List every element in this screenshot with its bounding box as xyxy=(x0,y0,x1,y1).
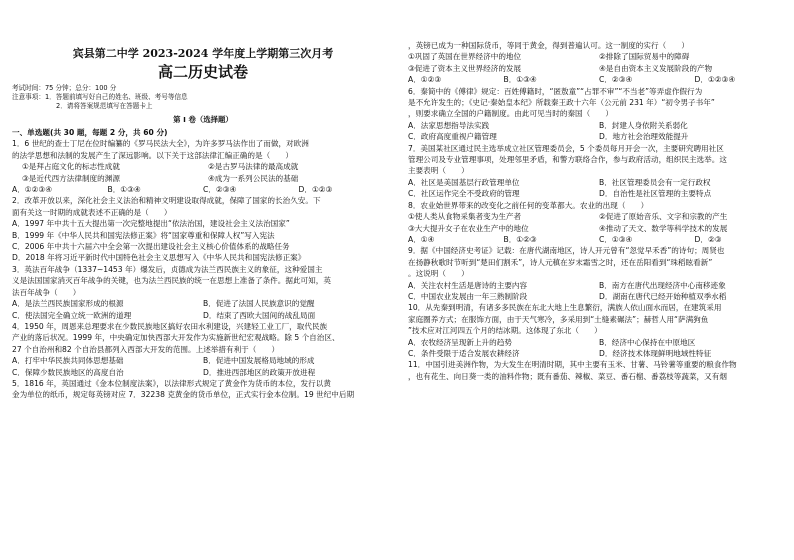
question-text: 6．秦简中的《傅律》规定：百姓傅籍时，“匿敖童”“占罪不审”“不当老”等弄虚作假行为 xyxy=(408,86,703,96)
question-4 xyxy=(12,321,394,378)
choice: A．①②③④ xyxy=(12,185,53,195)
statement: ②促进了原始音乐、文字和宗教的产生 xyxy=(599,212,728,222)
question-2 xyxy=(12,195,394,263)
question-text: 产业的落后状况。1999 年，中央确定加快西部大开发作为实施新世纪宏观战略。除 5 个自治区、 xyxy=(12,333,340,343)
choice: C．政府高度重视户籍管理 xyxy=(408,132,497,142)
question-11 xyxy=(408,359,790,382)
question-text: ”技术应对江河四五个月的结冰期。这体现了东北（ ） xyxy=(408,326,602,336)
choice: D．湖南在唐代已经开始种植双季水稻 xyxy=(599,291,727,301)
exam-title: 宾县第二中学 2023-2024 学年度上学期第三次月考 xyxy=(72,47,334,60)
choice: D．自治性是社区管理的主要特点 xyxy=(599,189,712,199)
statement: ③促进了资本主义世界经济的发展 xyxy=(408,63,522,73)
part-heading: 第 I 卷（选择题） xyxy=(173,115,233,124)
section-heading: 一、单选题(共 30 题，每题 2 分，共 60 分) xyxy=(12,128,168,137)
question-text: 是不允许发生的；《史记·秦始皇本纪》所载秦王政十六年（公元前 231 年）“初令男子书年” xyxy=(408,98,715,108)
choice: B．①②③ xyxy=(503,234,537,244)
choice: C．①③④ xyxy=(599,234,633,244)
question-text: 8．农业始世界带来的改变化之前任何的变革都大。农业的出现（ ） xyxy=(408,200,649,210)
choice: B．促进了法国人民族意识的觉醒 xyxy=(203,299,315,309)
statement: ②排除了国际贸易中的障碍 xyxy=(599,52,690,62)
question-text: 4．1950 年，周恩来总理要求在少数民族地区搞好农田水利建设，兴建轻工业工厂，取代民族 xyxy=(12,321,328,331)
choice: A．农牧经济呈现新上升的趋势 xyxy=(408,337,512,347)
right-column xyxy=(408,0,790,560)
choice: C．中国农业发展由一年三熟制阶段 xyxy=(408,291,528,301)
question-5-continued xyxy=(408,40,790,86)
choice: D．地方社会治理效能提升 xyxy=(599,132,689,142)
question-5 xyxy=(12,378,394,401)
choice: C．保障少数民族地区的高度自治 xyxy=(12,367,124,377)
exam-subject-title: 高二历史试卷 xyxy=(157,63,248,81)
question-text: 金为单位的纸币，规定每英镑对应 7．32238 克黄金的货币单位，正式实行金本位制。19 世纪中后期 xyxy=(12,390,355,400)
question-text: 。这说明（ ） xyxy=(408,269,469,279)
question-text: 9．据《中国经济史考证》记载：在唐代湖南地区，诗人开元曾有“忽觉早禾香”的诗句；周贤也 xyxy=(408,246,725,256)
choice: C．②③④ xyxy=(203,185,237,195)
choice: C．②③④ xyxy=(599,75,633,85)
question-6 xyxy=(408,86,790,143)
statement: ③是近代西方法律制度的渊源 xyxy=(22,173,120,183)
choice: A．1997 年中共十五大提出第一次完整地提出“依法治国，建设社会主义法治国家” xyxy=(12,219,290,229)
statement: ④成为一系列公民法的基础 xyxy=(208,173,299,183)
question-8 xyxy=(408,200,790,246)
exam-info: 考试时间：75 分钟；总分：100 分 xyxy=(12,84,117,92)
question-text: 10．从先秦到明清，有诸多多民族在东北大地上生息繁衍，满族人依山面水而居，在建筑采用 xyxy=(408,303,722,313)
choice: B．社区管理委员会有一定行政权 xyxy=(599,177,711,187)
question-text: 面有关这一时期的成就表述不正确的是（ ） xyxy=(12,207,172,217)
choice: B．①③④ xyxy=(503,75,537,85)
choice: A．社区是美国基层行政管理单位 xyxy=(408,177,520,187)
question-text: 的法学思想和法制的发展产生了深远影响。以下关于这部法律汇编正确的是（ ） xyxy=(12,150,293,160)
question-text: 5．1816 年，英国通过《金本位制度法案》，以法律形式规定了黄金作为货币的本位，发行以黄 xyxy=(12,378,331,388)
choice: C．条件受限于适合发展农耕经济 xyxy=(408,348,520,358)
choice: B．①③④ xyxy=(107,185,141,195)
question-text: ，则要求确立全国的户籍制度。由此可见当时的秦国（ ） xyxy=(408,109,614,119)
choice: A．①④ xyxy=(408,234,435,244)
choice: C．社区运作完全不受政府的管理 xyxy=(408,189,520,199)
notice-line-2: 2．请将答案规范填写在答题卡上 xyxy=(56,102,153,110)
choice: A．关注农村生活是唐诗的主要内容 xyxy=(408,280,528,290)
statement: ④是自由资本主义发展阶段的产物 xyxy=(599,63,713,73)
question-text: 11．中国引进美洲作物，为大发生在明清时期，其中主要有玉米、甘薯、马铃薯等重要的粮食作物 xyxy=(408,360,737,370)
statement: ②是古罗马法律的最高成就 xyxy=(208,162,299,172)
choice: A．法家思想指导法实践 xyxy=(408,120,490,130)
question-text: ，也有花生、向日葵一类的油料作物；既有番茄、辣椒、菜豆、番石榴、番荔枝等蔬菜，又有烟 xyxy=(408,371,727,381)
question-10 xyxy=(408,302,790,359)
question-text: 7．美国某社区通过民主选举成立社区管理委员会，5 个委员每月开会一次，主要研究聘用社区 xyxy=(408,143,724,153)
left-column xyxy=(12,0,394,560)
question-text: 管理公司及专业管理事项，处理邻里矛盾，和警方联络合作，参与政府活动，组织民主选举。这 xyxy=(408,155,727,165)
choice: D．经济技术体现鲜明地域性特征 xyxy=(599,348,712,358)
question-9 xyxy=(408,245,790,302)
choice: B．促进中国发展格局地域的形成 xyxy=(203,356,315,366)
choice: B．南方在唐代出现经济中心南移迹象 xyxy=(599,280,726,290)
choice: B．封建人身依附关系弱化 xyxy=(599,120,688,130)
choice: D．2018 年将习近平新时代中国特色社会主义思想写入《中华人民共和国宪法修正案》 xyxy=(12,253,306,263)
notice-line-1: 注意事项：1．答题前填写好自己的姓名、班级、考号等信息 xyxy=(12,93,188,101)
question-text: 义是法国国家消灭百年战争的关键，也为法兰西民族的统一在思想上准备了条件。据此可知，英 xyxy=(12,276,331,286)
choice: D．①②③④ xyxy=(694,75,736,85)
question-text: 法百年战争（ ） xyxy=(12,287,81,297)
choice: C．使法国完全确立统一欧洲的道理 xyxy=(12,310,132,320)
choice: B．1999 年《中华人民共和国宪法修正案》将“国家尊重和保障人权”写入宪法 xyxy=(12,230,275,240)
question-text: 家庭圈养方式；在服饰方面，由于天气寒冷，多采用到“土缝素碾法”；赫哲人用“萨满狗鱼 xyxy=(408,314,709,324)
question-text: 2．改革开放以来，深化社会主义法治和精神文明建设取得成就，保障了国家的长治久安。下 xyxy=(12,196,321,206)
statement: ①使人类从食物采集者变为生产者 xyxy=(408,212,522,222)
choice: B．经济中心保持在中原地区 xyxy=(599,337,696,347)
statement: ①巩固了英国在世界经济中的地位 xyxy=(408,52,522,62)
question-1 xyxy=(12,138,394,195)
choice: D．推进西部地区的政策开放进程 xyxy=(203,367,316,377)
question-text: ，英镑已成为一种国际货币，等同于黄金，得到普遍认可。这一制度的实行（ ） xyxy=(408,41,689,50)
choice: C．2006 年中共十六届六中全会第一次提出建设社会主义核心价值体系的战略任务 xyxy=(12,242,290,252)
statement: ④推动了天文、数学等科学技术的发展 xyxy=(599,223,728,233)
choice: A．打牢中华民族共同体思想基础 xyxy=(12,356,124,366)
question-text: 在扬静秋歌时节听到“楚田们割禾”，诗人元稹在岁末霜雪之时，还在岳阳看到“珠稻眩看新” xyxy=(408,257,713,267)
choice: A．是法兰西民族国家形成的根源 xyxy=(12,299,124,309)
question-text: 1．6 世纪的查士丁尼在位时编纂的《罗马民法大全》，为许多罗马法作出了而做，对欧洲 xyxy=(12,139,309,149)
statement: ③大大提升女子在农业生产中的地位 xyxy=(408,223,529,233)
statement: ①是拜占庭文化的标志性成就 xyxy=(22,162,120,172)
choice: D．①②③ xyxy=(298,185,333,195)
question-3 xyxy=(12,264,394,321)
question-text: 主要表明（ ） xyxy=(408,166,469,176)
choice: A．①②③ xyxy=(408,75,442,85)
choice: D．结束了西欧大国间的战乱局面 xyxy=(203,310,316,320)
choice: D．②③ xyxy=(694,234,722,244)
question-text: 27 个自治州和82 个自治县都列入西部大开发的范围。上述举措有利于（ ） xyxy=(12,344,280,354)
question-7 xyxy=(408,143,790,200)
question-text: 3．英法百年战争（1337~1453 年）爆发后，贞德成为法兰西民族主义的象征，这种爱国主 xyxy=(12,264,323,274)
